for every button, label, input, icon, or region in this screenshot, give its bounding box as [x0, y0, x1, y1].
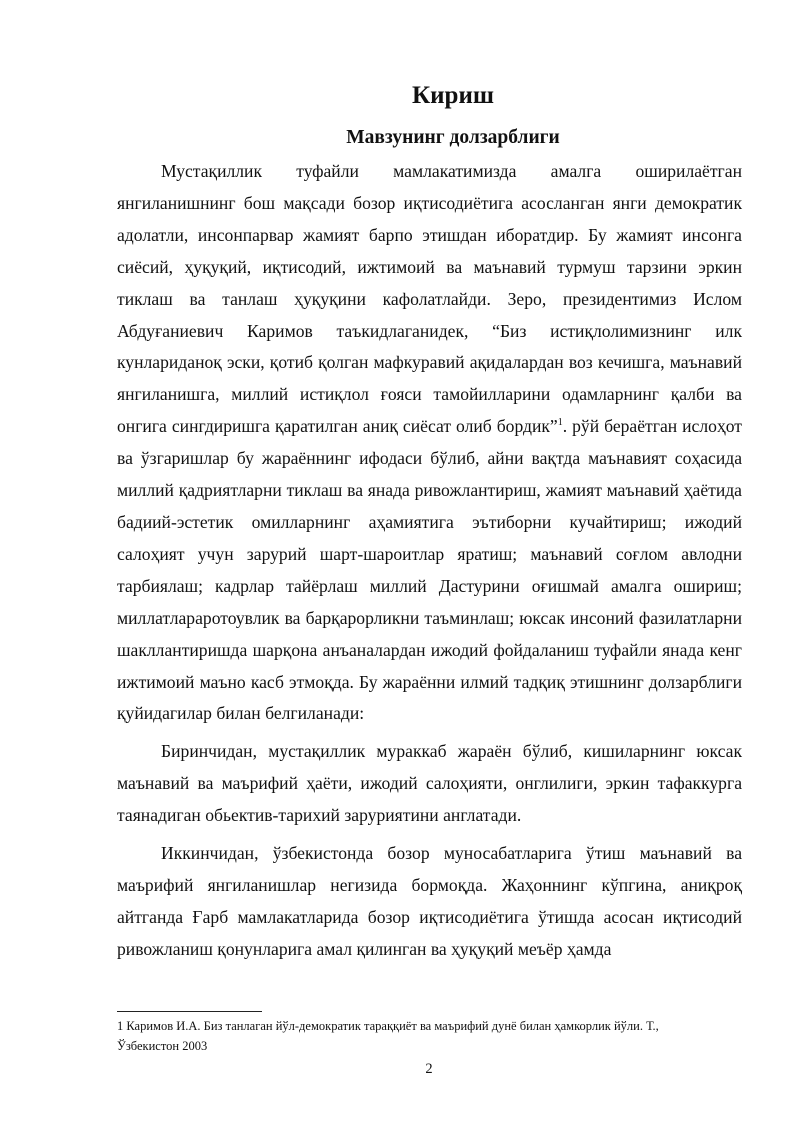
paragraph-2: Биринчидан, мустақиллик мураккаб жараён бўлиб, кишиларнинг юксак маънавий ва маърифий ҳаёти, ижодий салоҳияти, онглилиги, эркин тафаккурга таянадиган обьектив-тарихий заруриятини англатади.: [117, 741, 742, 826]
page-number: 2: [425, 1061, 433, 1077]
paragraph-1-part-a: Мустақиллик туфайли мамлакатимизда амалга оширилаётган янгиланишнинг бош мақсади бозор иқтисодиётига асосланган янги демократик адолатли, инсонпарвар жамият барпо этишдан иборатдир. Бу жамият инсонга сиёсий, ҳуқуқий, иқтисодий, ижтимоий ва маънавий турмуш тарзини эркин тиклаш ва танлаш ҳуқуқини кафолатлайди. Зеро, президентимиз Ислом Абдуғаниевич Каримов таъкидлаганидек, “Биз истиқлолимизнинг илк кунлариданоқ эски, қотиб қолган мафкуравий ақидалардан воз кечишга, маънавий янгиланишга, миллий истиқлол ғояси тамойилларини одамларнинг қалби ва онгига сингдиришга қаратилган аниқ сиёсат олиб бордик”: [117, 161, 742, 437]
body-text: [117, 156, 742, 966]
section-subtitle: Мавзунинг долзарблиги: [346, 127, 560, 148]
page-title: Кириш: [412, 82, 494, 109]
paragraph-1-part-b: . рўй бераётган ислоҳот ва ўзгаришлар бу жараённинг ифодаси бўлиб, айни вақтда маънавият соҳасида миллий қадриятларни тиклаш ва янада ривожлантириш, жамият маънавий ҳаётида бадиий-эстетик омилларнинг аҳамиятига эътиборни кучайтириш; ижодий салоҳият учун зарурий шарт-шароитлар яратиш; маънавий соғлом авлодни тарбиялаш; кадрлар тайёрлаш миллий Дастурини оғишмай амалга ошириш; миллатлараротоувлик ва барқарорликни таъминлаш; юксак инсоний фазилатларни шакллантиришда шарқона анъаналардан ижодий фойдаланиш туфайли янада кенг ижтимоий маъно касб этмоқда. Бу жараённи илмий тадқиқ этишнинг долзарблиги қуйидагилар билан белгиланади:: [117, 416, 742, 724]
paragraph-3: Иккинчидан, ўзбекистонда бозор муносабатларига ўтиш маънавий ва маърифий янгиланишлар негизида бормоқда. Жаҳоннинг кўпгина, аниқроқ айтганда Ғарб мамлакатларида бозор иқтисодиётига ўтишда асосан иқтисодий ривожланиш қонунларига амал қилинган ва ҳуқуқий меъёр ҳамда: [117, 843, 742, 959]
footnote: 1 Каримов И.А. Биз танлаган йўл-демократик тараққиёт ва маърифий дунё билан ҳамкорлик йўли. Т., Ўзбекистон 2003: [117, 1019, 659, 1053]
footnote-reference: 1: [557, 417, 563, 429]
paragraph-1: [117, 156, 742, 730]
footnote-separator: [117, 1011, 262, 1012]
